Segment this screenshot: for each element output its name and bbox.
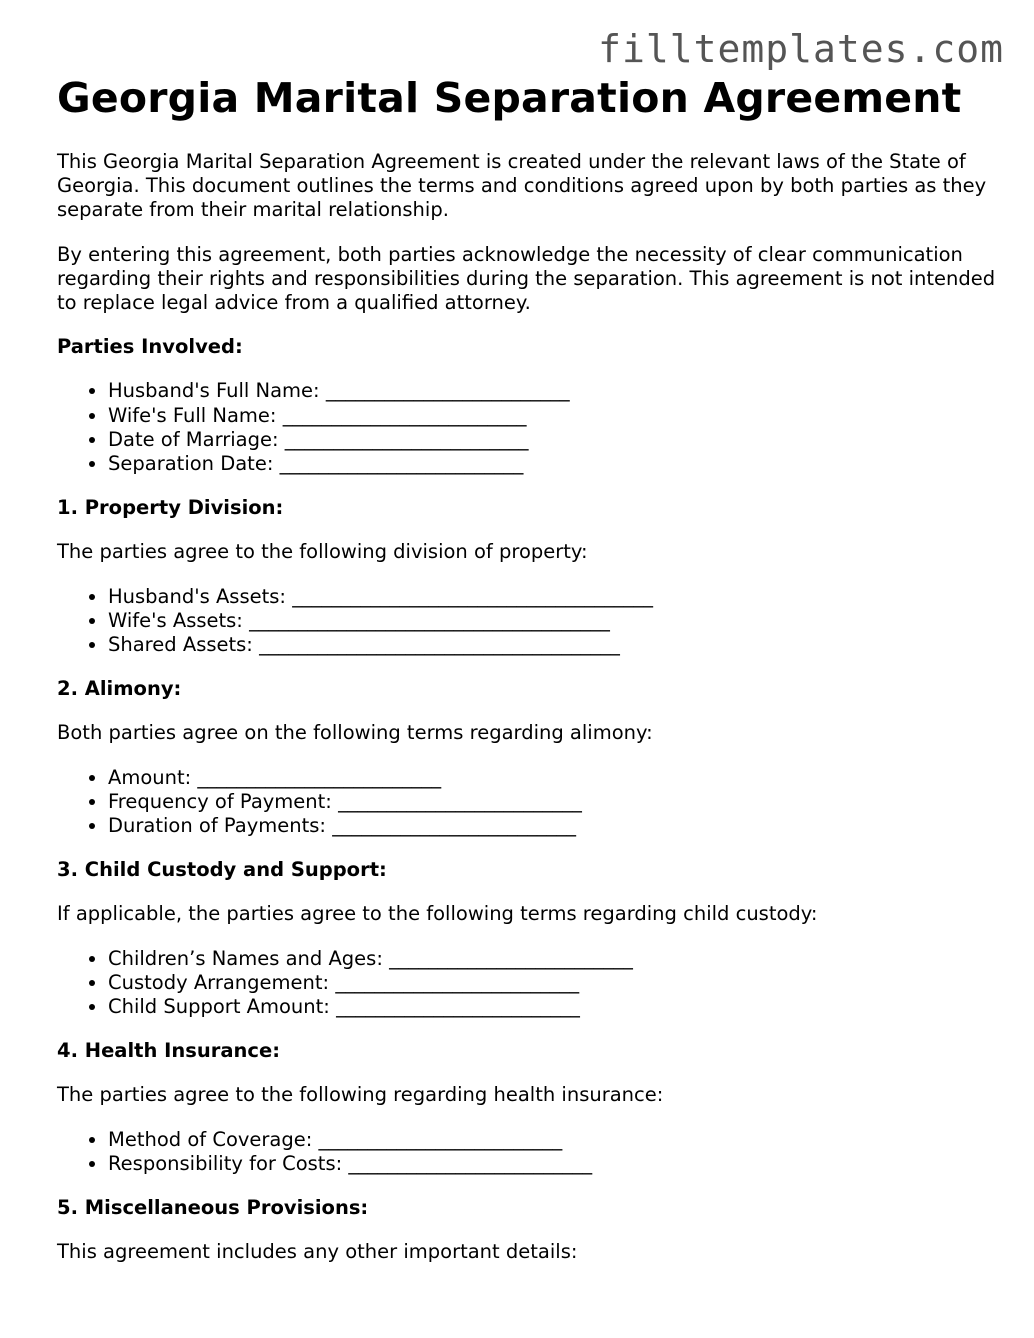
field-label: Children’s Names and Ages: (108, 946, 383, 970)
parties-list (57, 379, 997, 476)
misc-intro: This agreement includes any other important details: (57, 1240, 578, 1264)
property-intro: The parties agree to the following division of property: (57, 540, 588, 564)
fill-in-blank[interactable]: _________________________ (318, 1127, 563, 1151)
document-page (57, 74, 997, 1265)
field-label: Method of Coverage: (108, 1127, 313, 1151)
list-item-marriage-date (108, 428, 997, 452)
alimony-intro: Both parties agree on the following terms regarding alimony: (57, 721, 653, 745)
list-item-child-support (108, 995, 997, 1019)
fill-in-blank[interactable]: _________________________ (279, 452, 524, 476)
fill-in-blank[interactable]: _____________________________________ (259, 633, 620, 657)
fill-in-blank[interactable]: _________________________ (325, 379, 570, 403)
custody-list (57, 947, 997, 1020)
list-item-frequency (108, 790, 997, 814)
fill-in-blank[interactable]: _________________________ (336, 995, 580, 1019)
list-item-amount (108, 766, 997, 790)
fill-in-blank[interactable]: _________________________ (389, 946, 633, 970)
list-item-wife-name (108, 404, 997, 428)
field-label: Custody Arrangement: (108, 970, 330, 994)
list-item-custody-arrangement (108, 971, 997, 995)
field-label: Husband's Full Name: (108, 379, 320, 403)
insurance-heading: 4. Health Insurance: (57, 1039, 281, 1063)
list-item-separation-date (108, 452, 997, 476)
fill-in-blank[interactable]: _________________________ (348, 1151, 593, 1175)
property-list (57, 585, 997, 658)
alimony-list (57, 766, 997, 839)
intro-paragraph-1: This Georgia Marital Separation Agreement is created under the relevant laws of the State of Georgia. This document outlines the terms and conditions agreed upon by both parties as they separate from their marital relationship. (57, 150, 987, 222)
misc-heading: 5. Miscellaneous Provisions: (57, 1196, 369, 1220)
list-item-wife-assets (108, 609, 997, 633)
custody-heading: 3. Child Custody and Support: (57, 858, 387, 882)
fill-in-blank[interactable]: _________________________ (284, 427, 529, 451)
fill-in-blank[interactable]: _________________________ (338, 789, 582, 813)
field-label: Child Support Amount: (108, 995, 330, 1019)
field-label: Responsibility for Costs: (108, 1151, 343, 1175)
list-item-coverage-method (108, 1128, 997, 1152)
property-heading: 1. Property Division: (57, 496, 284, 520)
list-item-husband-assets (108, 585, 997, 609)
list-item-children-names (108, 947, 997, 971)
field-label: Frequency of Payment: (108, 789, 332, 813)
field-label: Husband's Assets: (108, 584, 286, 608)
insurance-list (57, 1128, 997, 1176)
fill-in-blank[interactable]: _________________________ (335, 970, 580, 994)
field-label: Shared Assets: (108, 633, 253, 657)
list-item-husband-name (108, 379, 997, 403)
field-label: Wife's Assets: (108, 608, 243, 632)
watermark-logo: filltemplates.com (598, 27, 1004, 71)
fill-in-blank[interactable]: _____________________________________ (249, 608, 610, 632)
list-item-cost-responsibility (108, 1152, 997, 1176)
field-label: Separation Date: (108, 452, 274, 476)
parties-heading: Parties Involved: (57, 335, 243, 359)
field-label: Duration of Payments: (108, 814, 326, 838)
custody-intro: If applicable, the parties agree to the following terms regarding child custody: (57, 902, 818, 926)
list-item-duration (108, 814, 997, 838)
field-label: Wife's Full Name: (108, 403, 277, 427)
fill-in-blank[interactable]: _____________________________________ (292, 584, 653, 608)
alimony-heading: 2. Alimony: (57, 677, 182, 701)
fill-in-blank[interactable]: _________________________ (282, 403, 527, 427)
fill-in-blank[interactable]: _________________________ (197, 765, 442, 789)
insurance-intro: The parties agree to the following regarding health insurance: (57, 1083, 664, 1107)
field-label: Amount: (108, 765, 192, 789)
list-item-shared-assets (108, 633, 997, 657)
field-label: Date of Marriage: (108, 427, 279, 451)
intro-paragraph-2: By entering this agreement, both parties acknowledge the necessity of clear communication regarding their rights and responsibilities during the separation. This agreement is not intended to replace legal advice from a qualified attorney. (57, 242, 996, 315)
document-title: Georgia Marital Separation Agreement (57, 74, 962, 122)
fill-in-blank[interactable]: _________________________ (332, 814, 576, 838)
